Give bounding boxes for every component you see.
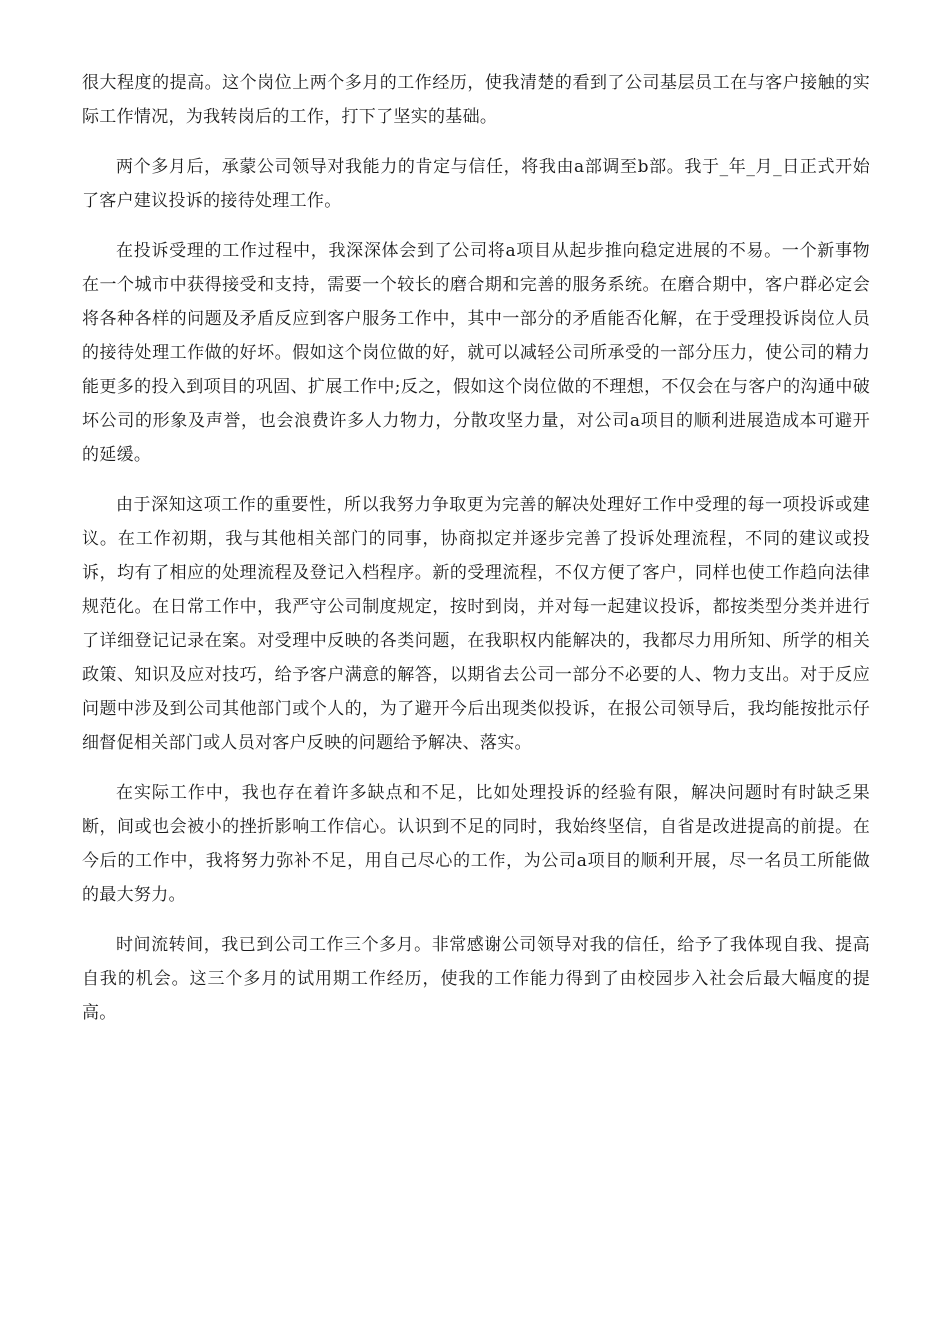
paragraph-4: 由于深知这项工作的重要性，所以我努力争取更为完善的解决处理好工作中受理的每一项投诉或建议。在工作初期，我与其他相关部门的同事，协商拟定并逐步完善了投诉处理流程，不同的建议或投诉，均有了相应的处理流程及登记入档程序。新的受理流程，不仅方便了客户，同样也使工作趋向法律规范化。在日常工作中，我严守公司制度规定，按时到岗，并对每一起建议投诉，都按类型分类并进行了详细登记记录在案。对受理中反映的各类问题，在我职权内能解决的，我都尽力用所知、所学的相关政策、知识及应对技巧，给予客户满意的解答，以期省去公司一部分不必要的人、物力支出。对于反应问题中涉及到公司其他部门或个人的，为了避开今后出现类似投诉，在报公司领导后，我均能按批示仔细督促相关部门或人员对客户反映的问题给予解决、落实。 [82,495,870,753]
document-page [82,66,870,1046]
paragraph-1: 很大程度的提高。这个岗位上两个多月的工作经历，使我清楚的看到了公司基层员工在与客户接触的实际工作情况，为我转岗后的工作，打下了坚实的基础。 [82,73,870,127]
paragraph-2: 两个多月后，承蒙公司领导对我能力的肯定与信任，将我由a部调至b部。我于_年_月_日正式开始了客户建议投诉的接待处理工作。 [82,157,870,211]
paragraph-5: 在实际工作中，我也存在着许多缺点和不足，比如处理投诉的经验有限，解决问题时有时缺乏果断，间或也会被小的挫折影响工作信心。认识到不足的同时，我始终坚信，自省是改进提高的前提。在今后的工作中，我将努力弥补不足，用自己尽心的工作，为公司a项目的顺利开展，尽一名员工所能做的最大努力。 [82,783,870,905]
paragraph-6: 时间流转间，我已到公司工作三个多月。非常感谢公司领导对我的信任，给予了我体现自我、提高自我的机会。这三个多月的试用期工作经历，使我的工作能力得到了由校园步入社会后最大幅度的提高。 [82,935,870,1023]
paragraph-3: 在投诉受理的工作过程中，我深深体会到了公司将a项目从起步推向稳定进展的不易。一个新事物在一个城市中获得接受和支持，需要一个较长的磨合期和完善的服务系统。在磨合期中，客户群必定会将各种各样的问题及矛盾反应到客户服务工作中，其中一部分的矛盾能否化解，在于受理投诉岗位人员的接待处理工作做的好坏。假如这个岗位做的好，就可以减轻公司所承受的一部分压力，使公司的精力能更多的投入到项目的巩固、扩展工作中;反之，假如这个岗位做的不理想，不仅会在与客户的沟通中破坏公司的形象及声誉，也会浪费许多人力物力，分散攻坚力量，对公司a项目的顺利进展造成本可避开的延缓。 [82,241,870,465]
